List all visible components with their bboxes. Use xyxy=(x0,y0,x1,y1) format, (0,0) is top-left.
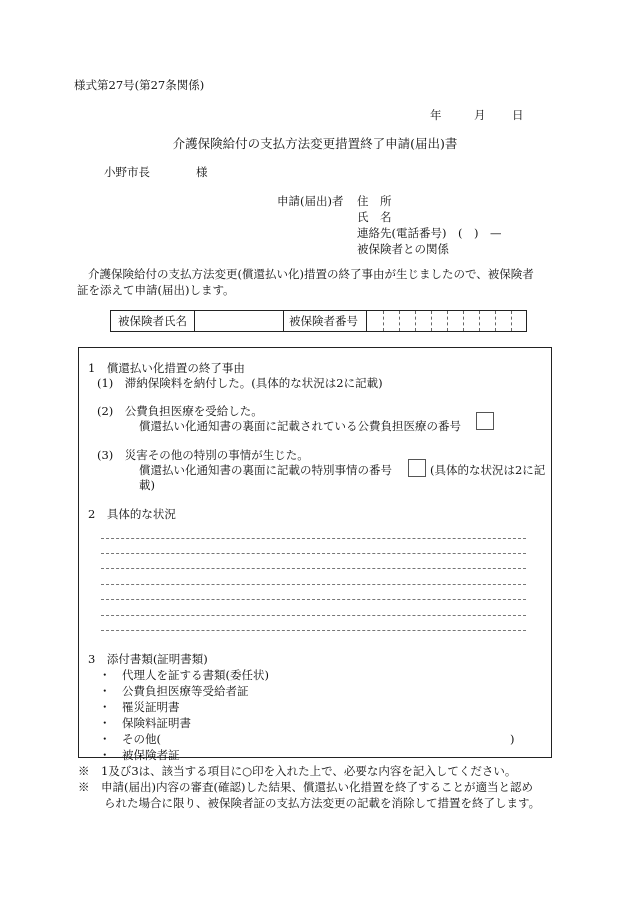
date-month-label: 月 xyxy=(474,108,486,122)
insured-name-field[interactable] xyxy=(195,311,283,331)
writing-line[interactable] xyxy=(101,538,526,539)
attachment-item: ・ 保険料証明書 xyxy=(99,716,191,730)
form-number: 様式第27号(第27条関係) xyxy=(74,78,205,92)
attachment-item: ・ 罹災証明書 xyxy=(99,700,180,714)
table-divider xyxy=(283,311,284,331)
intro-line-2: 証を添えて申請(届出)します。 xyxy=(77,283,235,297)
note-1: ※ 1及び3は、該当する項目に○印を入れた上で、必要な内容を記入してください。 xyxy=(78,764,517,778)
attachment-other-close: ) xyxy=(510,732,515,746)
date-year-label: 年 xyxy=(430,108,442,122)
section1-item3: (3) 災害その他の特別の事情が生じた。 xyxy=(97,448,309,462)
writing-line[interactable] xyxy=(101,553,526,554)
writing-line[interactable] xyxy=(101,599,526,600)
writing-line[interactable] xyxy=(101,615,526,616)
writing-line[interactable] xyxy=(101,584,526,585)
insured-number-label: 被保険者番号 xyxy=(289,314,358,328)
applicant-name-label: 氏 名 xyxy=(357,210,392,224)
insured-name-label: 被保険者氏名 xyxy=(118,314,187,328)
applicant-contact-label: 連絡先(電話番号) ( ) — xyxy=(357,226,502,240)
insured-table xyxy=(110,310,527,332)
public-medical-number-box[interactable] xyxy=(476,412,494,430)
attachment-item: ・ 代理人を証する書類(委任状) xyxy=(99,668,269,682)
date-day-label: 日 xyxy=(512,108,524,122)
note-2: ※ 申請(届出)内容の審査(確認)した結果、償還払い化措置を終了することが適当と認め xyxy=(78,780,533,794)
applicant-relation-label: 被保険者との関係 xyxy=(357,242,449,256)
special-circumstance-number-box[interactable] xyxy=(408,459,426,477)
intro-line-1: 介護保険給付の支払方法変更(償還払い化)措置の終了事由が生じましたので、被保険者 xyxy=(88,267,534,281)
applicant-address-label: 住 所 xyxy=(357,194,392,208)
insured-number-field[interactable] xyxy=(367,311,526,331)
note-2-cont: られた場合に限り、被保険者証の支払方法変更の記載を消除して措置を終了します。 xyxy=(104,796,541,810)
section1-item3-sub: 償還払い化通知書の裏面に記載の特別事情の番号 xyxy=(139,463,392,477)
addressee-honorific: 様 xyxy=(196,165,208,179)
writing-line[interactable] xyxy=(101,630,526,631)
section1-item2-sub: 償還払い化通知書の裏面に記載されている公費負担医療の番号 xyxy=(139,419,461,433)
attachment-item-other: ・ その他( xyxy=(99,732,161,746)
addressee-name: 小野市長 xyxy=(104,165,150,179)
section1-item2: (2) 公費負担医療を受給した。 xyxy=(97,404,263,418)
section1-heading: 1 償還払い化措置の終了事由 xyxy=(88,361,245,375)
applicant-label: 申請(届出)者 xyxy=(277,194,344,208)
section3-heading: 3 添付書類(証明書類) xyxy=(88,652,208,666)
attachment-item: ・ 被保険者証 xyxy=(99,748,180,762)
page-title: 介護保険給付の支払方法変更措置終了申請(届出)書 xyxy=(172,136,458,151)
writing-line[interactable] xyxy=(101,568,526,569)
attachment-item: ・ 公費負担医療等受給者証 xyxy=(99,684,249,698)
section1-item1: (1) 滞納保険料を納付した。(具体的な状況は2に記載) xyxy=(97,376,383,390)
section1-item3-note: (具体的な状況は2に記 xyxy=(430,463,546,477)
section2-heading: 2 具体的な状況 xyxy=(88,507,176,521)
section1-item3-note-cont: 載) xyxy=(139,478,155,492)
